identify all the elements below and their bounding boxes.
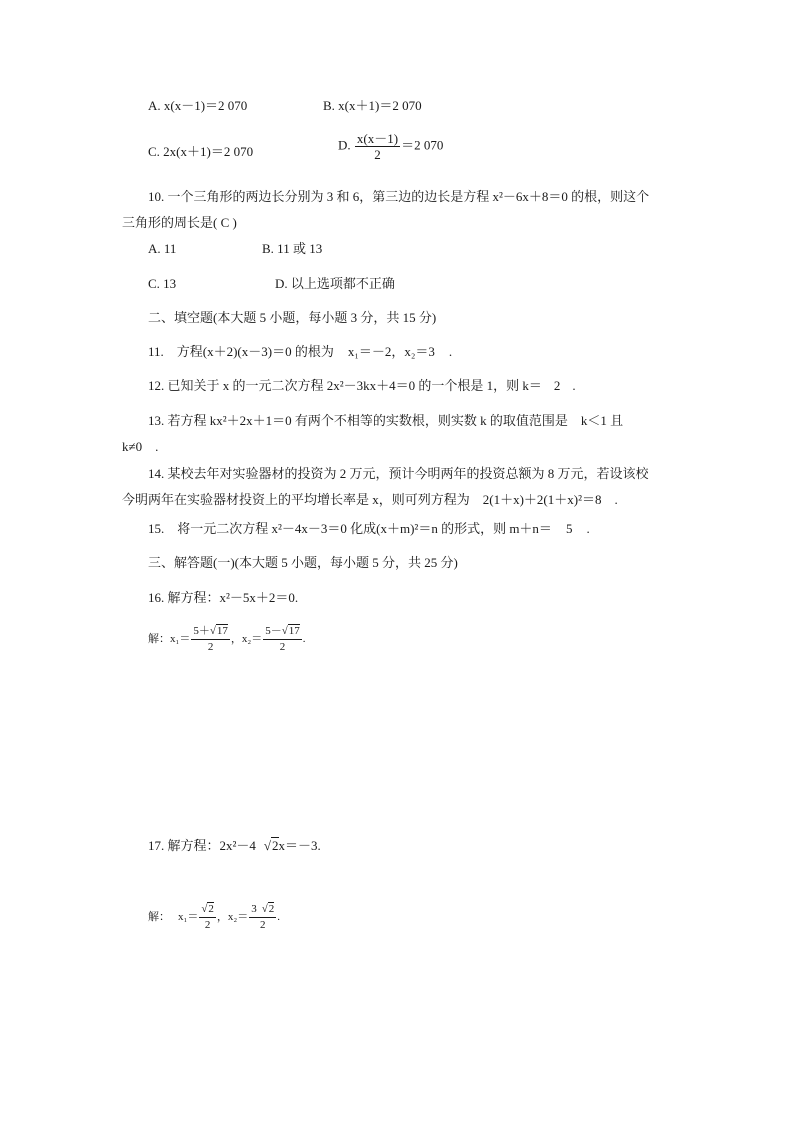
q16-x2-eq: x₂＝ bbox=[241, 633, 263, 646]
q17-x2-eq: x₂＝ bbox=[227, 911, 249, 924]
q15 bbox=[148, 520, 590, 538]
q16-x2-num-int: 5－ bbox=[265, 625, 282, 637]
q17-x2-numerator: 3 √2 bbox=[249, 902, 276, 918]
q12-end: . bbox=[572, 378, 576, 393]
q17-stem-b: x＝－3. bbox=[278, 838, 321, 853]
q17-end: . bbox=[277, 911, 281, 924]
section3-title: 三、解答题(一)(本大题 5 小题，每小题 5 分，共 25 分) bbox=[148, 555, 458, 570]
q17-solution bbox=[148, 902, 280, 933]
q16-x1-num-int: 5＋ bbox=[193, 625, 210, 637]
q17-x1-radicand: 2 bbox=[208, 903, 214, 915]
q10-option-d: D. 以上选项都不正确 bbox=[275, 276, 395, 291]
q17-solution-label: 解： bbox=[148, 911, 170, 924]
q9-option-c: C. 2x(x＋1)＝2 070 bbox=[148, 144, 254, 159]
q16-x1-fraction bbox=[191, 624, 230, 655]
q9-option-b: B. x(x＋1)＝2 070 bbox=[323, 98, 422, 113]
q16-x1-eq: x₁＝ bbox=[170, 633, 191, 646]
section2-title: 二、填空题(本大题 5 小题，每小题 3 分，共 15 分) bbox=[148, 310, 437, 325]
q16-x1-denominator: 2 bbox=[207, 641, 214, 653]
q17-x1-eq: x₁＝ bbox=[178, 911, 199, 924]
q12 bbox=[148, 377, 576, 395]
q17-stem: 17. 解方程：2x²－4 √2x＝－3. bbox=[148, 838, 321, 853]
q17-x2-denominator: 2 bbox=[260, 919, 266, 931]
q11 bbox=[148, 343, 452, 361]
q16-solution-label: 解： bbox=[148, 633, 170, 646]
q9-option-d-denominator: 2 bbox=[374, 147, 381, 162]
q17-x2-radicand: 2 bbox=[268, 903, 275, 915]
q16-stem: 16. 解方程：x²－5x＋2＝0. bbox=[148, 590, 299, 605]
q17-stem-radicand: 2 bbox=[272, 838, 279, 853]
q16-separator: ， bbox=[230, 633, 242, 646]
q16-solution bbox=[148, 624, 306, 655]
q17-separator: ， bbox=[216, 911, 228, 924]
q17-x1-fraction bbox=[199, 902, 216, 933]
q10-option-b: B. 11 或 13 bbox=[262, 241, 323, 256]
q10-option-c: C. 13 bbox=[148, 276, 177, 291]
q11-stem: 11. 方程(x＋2)(x－3)＝0 的根为 bbox=[148, 344, 334, 359]
q9-option-d bbox=[338, 131, 443, 162]
q17-x1-denominator: 2 bbox=[204, 919, 211, 931]
q16-x2-denominator: 2 bbox=[279, 641, 286, 653]
q9-option-d-rest: ＝2 070 bbox=[401, 137, 444, 153]
q16-x2-fraction bbox=[263, 624, 302, 655]
q15-stem: 15. 将一元二次方程 x²－4x－3＝0 化成(x＋m)²＝n 的形式，则 m＋n＝ bbox=[148, 521, 552, 536]
q16-x2-radicand: 17 bbox=[288, 625, 300, 637]
q15-answer: 5 bbox=[565, 521, 573, 536]
q16-end: . bbox=[302, 633, 306, 646]
q9-option-a: A. x(x－1)＝2 070 bbox=[148, 98, 248, 113]
q9-option-d-numerator: x(x－1) bbox=[356, 131, 399, 146]
q11-end: . bbox=[448, 344, 453, 359]
q11-answer: x₁＝－2，x₂＝3 bbox=[347, 344, 435, 359]
q9-option-d-label: D. bbox=[338, 137, 351, 153]
q15-end: . bbox=[586, 521, 590, 536]
q17-x1-numerator: √2 bbox=[199, 902, 216, 918]
q12-answer: 2 bbox=[553, 378, 561, 393]
q16-x2-numerator: 5－√17 bbox=[263, 624, 302, 640]
q17-x2-num-int: 3 bbox=[251, 903, 257, 915]
q12-stem: 12. 已知关于 x 的一元二次方程 2x²－3kx＋4＝0 的一个根是 1，则 k＝ bbox=[148, 378, 542, 393]
q10-stem: 10. 一个三角形的两边长分别为 3 和 6，第三边的边长是方程 x²－6x＋8＝0 的根，则这个三角形的周长是( C ) bbox=[122, 189, 650, 230]
q17-stem-a: 17. 解方程：2x²－4 bbox=[148, 838, 256, 853]
q9-option-d-fraction bbox=[355, 131, 400, 162]
q17-x2-fraction bbox=[249, 902, 276, 933]
q10-option-a: A. 11 bbox=[148, 241, 177, 256]
q16-x1-radicand: 17 bbox=[216, 625, 228, 637]
q16-x1-numerator: 5＋√17 bbox=[191, 624, 230, 640]
q13: 13. 若方程 kx²＋2x＋1＝0 有两个不相等的实数根，则实数 k 的取值范围是 k＜1 且 k≠0 . bbox=[122, 413, 624, 454]
q14: 14. 某校去年对实验器材的投资为 2 万元，预计今明两年的投资总额为 8 万元，若设该校今明两年在实验器材投资上的平均增长率是 x，则可列方程为 2(1＋x)＋2(1＋x)²＝8 . bbox=[122, 466, 649, 507]
